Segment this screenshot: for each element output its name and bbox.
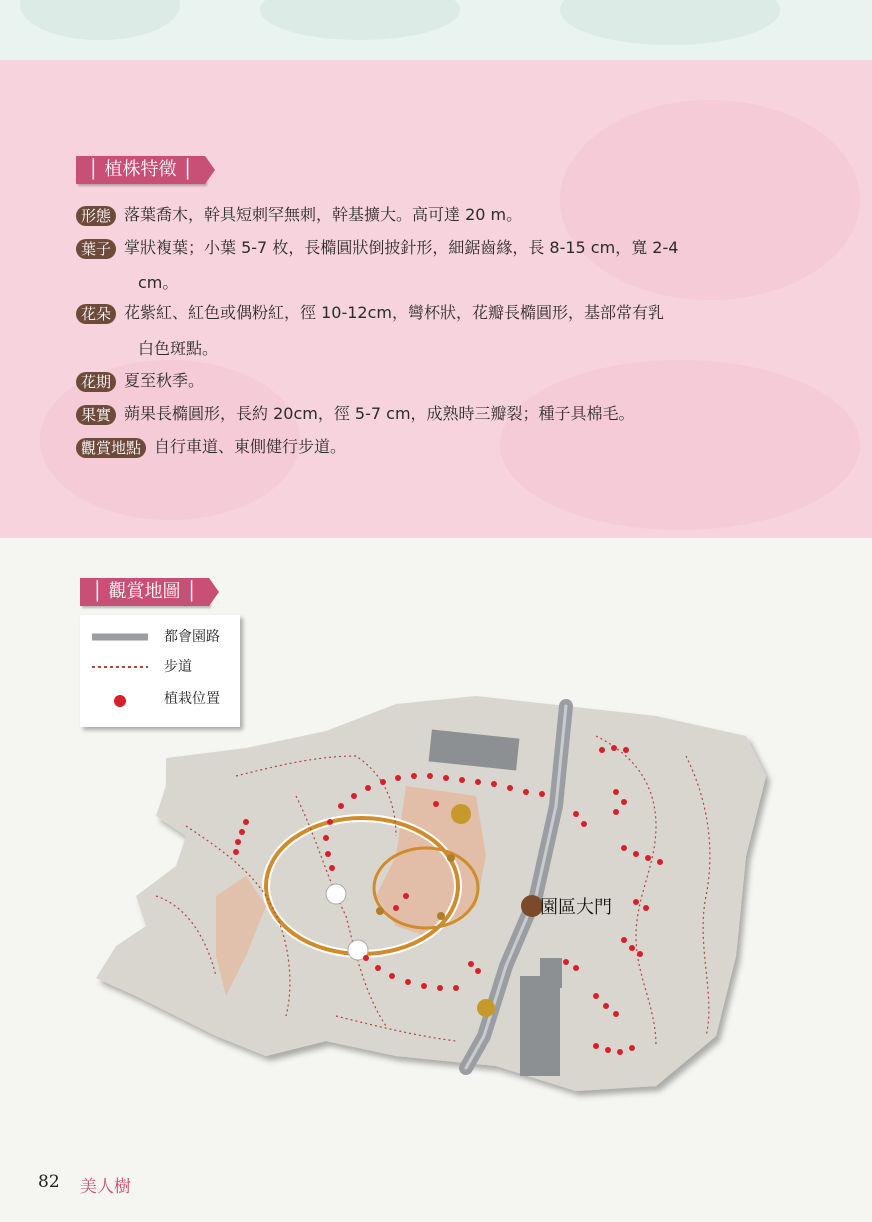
feature-text-cont: 白色斑點。: [138, 339, 219, 358]
feature-text: 夏至秋季。: [124, 371, 205, 390]
feature-tag: 形態: [76, 206, 116, 226]
road-line-icon: [90, 627, 150, 647]
legend-road: [90, 627, 220, 647]
feature-row-fruit: [76, 403, 635, 425]
red-dot-icon: [90, 689, 150, 709]
features-panel: [0, 60, 872, 538]
feature-text-cont: cm。: [138, 273, 179, 292]
feature-text: 自行車道、東側健行步道。: [154, 437, 347, 456]
feature-tag: 葉子: [76, 239, 116, 259]
feature-row-form: [76, 204, 522, 226]
feature-row-flower: [76, 302, 664, 324]
map-legend: [80, 615, 240, 727]
feature-row-viewing: [76, 436, 346, 458]
park-map: [96, 696, 776, 1116]
legend-trail: [90, 657, 192, 677]
feature-row-season: [76, 370, 204, 392]
top-decor-band: [0, 0, 872, 62]
feature-tag: 觀賞地點: [76, 438, 146, 458]
page-title: 美人樹: [80, 1177, 131, 1197]
feature-tag: 花朵: [76, 304, 116, 324]
gate-label: 園區大門: [540, 897, 612, 918]
feature-text: 掌狀複葉；小葉 5-7 枚，長橢圓狀倒披針形，細鋸齒緣，長 8-15 cm，寬 2-4: [124, 238, 679, 257]
trail-line-icon: [90, 657, 150, 677]
map-heading: │ 觀賞地圖 │: [80, 578, 209, 606]
feature-text: 落葉喬木，幹具短刺罕無刺，幹基擴大。高可達 20 m。: [124, 205, 523, 224]
page-number: 82: [38, 1172, 60, 1192]
feature-tag: 花期: [76, 372, 116, 392]
feature-tag: 果實: [76, 405, 116, 425]
legend-plant: [90, 689, 220, 709]
feature-row-leaf: [76, 237, 678, 259]
feature-text: 蒴果長橢圓形，長約 20cm，徑 5-7 cm，成熟時三瓣裂；種子具棉毛。: [124, 404, 635, 423]
features-heading: │ 植株特徵 │: [76, 156, 205, 184]
legend-label: 都會園路: [164, 629, 220, 645]
feature-text: 花紫紅、紅色或偶粉紅，徑 10-12cm，彎杯狀，花瓣長橢圓形，基部常有乳: [124, 303, 664, 322]
legend-label: 步道: [164, 659, 192, 675]
legend-label: 植栽位置: [164, 691, 220, 707]
